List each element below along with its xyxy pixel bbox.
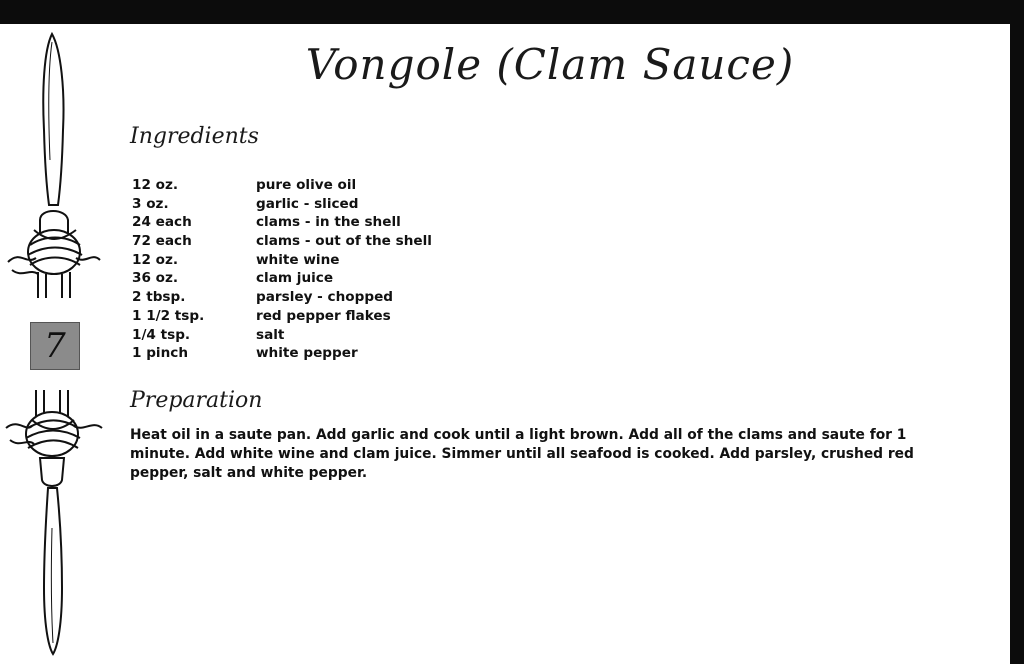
fork-with-pasta-icon bbox=[0, 30, 110, 300]
ingredient-qty: 2 tbsp. bbox=[132, 289, 186, 306]
list-item bbox=[132, 344, 552, 363]
list-item bbox=[132, 326, 552, 345]
list-item bbox=[132, 176, 552, 195]
ingredient-qty: 1/4 tsp. bbox=[132, 326, 191, 343]
ingredient-qty: 36 oz. bbox=[132, 270, 179, 287]
ingredient-qty: 72 each bbox=[132, 233, 192, 250]
list-item bbox=[132, 213, 552, 232]
ingredient-qty: 12 oz. bbox=[132, 251, 179, 268]
fork-with-pasta-icon bbox=[0, 388, 110, 658]
ingredient-name: pure olive oil bbox=[256, 177, 357, 193]
ingredient-qty: 12 oz. bbox=[132, 177, 179, 193]
ingredient-name: salt bbox=[256, 326, 285, 343]
preparation-text: Heat oil in a saute pan. Add garlic and cook until a light brown. Add all of the clams and saute for 1 minute. Add white wine and clam juice. Simmer until all seafood is cooked. Add parsley, crushed red pepper, salt and white pepper. bbox=[130, 427, 914, 481]
preparation-heading: Preparation bbox=[130, 388, 263, 413]
page-number: 7 bbox=[44, 326, 66, 366]
ingredients-heading: Ingredients bbox=[130, 124, 259, 149]
ingredient-qty: 3 oz. bbox=[132, 195, 169, 212]
ingredient-qty: 24 each bbox=[132, 214, 192, 231]
ingredient-name: clams - in the shell bbox=[256, 214, 401, 231]
ingredient-qty: 1 pinch bbox=[132, 345, 188, 362]
list-item bbox=[132, 195, 552, 214]
ingredient-name: red pepper flakes bbox=[256, 307, 391, 324]
list-item bbox=[132, 288, 552, 307]
ingredient-qty: 1 1/2 tsp. bbox=[132, 307, 205, 324]
list-item bbox=[132, 269, 552, 288]
ingredient-name: white pepper bbox=[256, 345, 358, 362]
ingredient-name: parsley - chopped bbox=[256, 289, 394, 306]
ingredient-name: white wine bbox=[256, 251, 340, 268]
list-item bbox=[132, 251, 552, 270]
page-number-badge bbox=[30, 322, 80, 370]
ingredient-name: clams - out of the shell bbox=[256, 233, 432, 250]
ingredients-list bbox=[132, 176, 552, 363]
list-item bbox=[132, 307, 552, 326]
list-item bbox=[132, 232, 552, 251]
ingredient-name: garlic - sliced bbox=[256, 195, 359, 212]
ingredient-name: clam juice bbox=[256, 270, 334, 287]
recipe-title: Vongole (Clam Sauce) bbox=[305, 40, 795, 89]
scan-border-top bbox=[0, 0, 1024, 24]
scan-border-right bbox=[1010, 0, 1024, 664]
